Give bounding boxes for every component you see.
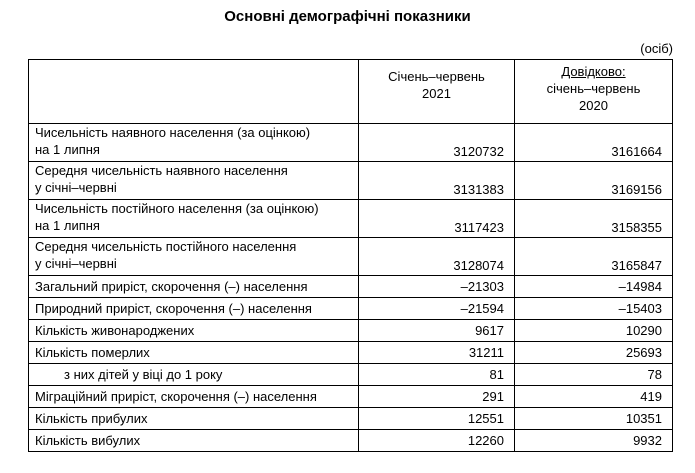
row-label — [29, 238, 359, 276]
value-2021: 9617 — [359, 320, 515, 342]
table-row — [29, 200, 673, 238]
row-label: з них дітей у віці до 1 року — [29, 364, 359, 386]
value-2021: 3117423 — [359, 200, 515, 238]
row-label-line2: у січні–червні — [35, 256, 117, 271]
value-2021: 3128074 — [359, 238, 515, 276]
value-2021: 3120732 — [359, 124, 515, 162]
value-2021: –21303 — [359, 276, 515, 298]
table-row — [29, 298, 673, 320]
value-2021: 3131383 — [359, 162, 515, 200]
value-2021: 31211 — [359, 342, 515, 364]
row-label-line2: на 1 липня — [35, 218, 100, 233]
header-2020-note: Довідково: — [561, 64, 626, 79]
value-2021: 12551 — [359, 408, 515, 430]
value-2020: 3158355 — [515, 200, 673, 238]
header-2021 — [359, 60, 515, 124]
row-label — [29, 200, 359, 238]
row-label: Загальний приріст, скорочення (–) населення — [29, 276, 359, 298]
row-label: Кількість померлих — [29, 342, 359, 364]
demographics-table — [28, 59, 673, 452]
row-label: Кількість вибулих — [29, 430, 359, 452]
value-2020: –15403 — [515, 298, 673, 320]
table-row — [29, 320, 673, 342]
page-title: Основні демографічні показники — [224, 8, 471, 25]
row-label-line1: Середня чисельність наявного населення — [35, 163, 288, 178]
row-label-line1: Чисельність постійного населення (за оцінкою) — [35, 201, 319, 216]
table-row — [29, 408, 673, 430]
row-label-line2: у січні–червні — [35, 180, 117, 195]
table-header-row — [29, 60, 673, 124]
value-2021: 291 — [359, 386, 515, 408]
row-label — [29, 124, 359, 162]
header-2020-line1: січень–червень — [546, 81, 641, 96]
value-2020: 10351 — [515, 408, 673, 430]
table-row — [29, 430, 673, 452]
row-label: Кількість живонароджених — [29, 320, 359, 342]
value-2020: 419 — [515, 386, 673, 408]
value-2020: 78 — [515, 364, 673, 386]
row-label-line2: на 1 липня — [35, 142, 100, 157]
row-label-line1: Середня чисельність постійного населення — [35, 239, 297, 254]
table-row — [29, 386, 673, 408]
value-2020: 25693 — [515, 342, 673, 364]
header-2020 — [515, 60, 673, 124]
table-row — [29, 276, 673, 298]
header-2021-line2: 2021 — [422, 86, 451, 101]
header-2020-line2: 2020 — [579, 98, 608, 113]
table-row — [29, 162, 673, 200]
header-indicator-cell — [29, 60, 359, 124]
row-label-line1: Чисельність наявного населення (за оцінкою) — [35, 125, 311, 140]
table-row — [29, 364, 673, 386]
header-2021-line1: Січень–червень — [388, 69, 485, 84]
value-2020: 3161664 — [515, 124, 673, 162]
value-2020: 9932 — [515, 430, 673, 452]
value-2020: 3165847 — [515, 238, 673, 276]
row-label: Міграційний приріст, скорочення (–) населення — [29, 386, 359, 408]
value-2020: 10290 — [515, 320, 673, 342]
table-row — [29, 238, 673, 276]
value-2021: 81 — [359, 364, 515, 386]
table-row — [29, 124, 673, 162]
value-2021: 12260 — [359, 430, 515, 452]
table-row — [29, 342, 673, 364]
value-2020: 3169156 — [515, 162, 673, 200]
value-2021: –21594 — [359, 298, 515, 320]
row-label — [29, 162, 359, 200]
value-2020: –14984 — [515, 276, 673, 298]
row-label: Природний приріст, скорочення (–) населення — [29, 298, 359, 320]
unit-label: (осіб) — [640, 41, 673, 56]
row-label: Кількість прибулих — [29, 408, 359, 430]
